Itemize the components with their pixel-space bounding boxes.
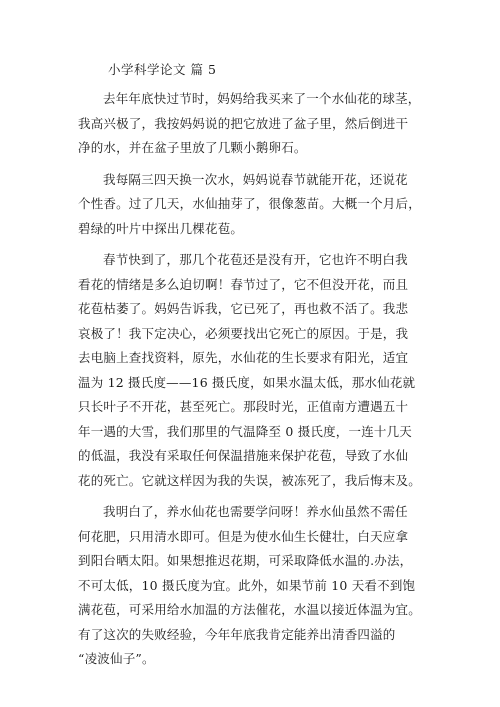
text-line: 个性香。过了几天，水仙抽芽了，很像葱苗。大概一个月后，	[78, 196, 421, 211]
text-line: 只长叶子不开花，甚至死亡。那段时光，正值南方遭遇五十	[78, 399, 409, 414]
paragraph-3	[78, 248, 438, 493]
document-page	[78, 60, 438, 672]
text-line: 看花的情绪是多么迫切啊！春节过了，它不但没开花，而且	[78, 276, 409, 292]
document-title: 小学科学论文 篇 5	[108, 62, 217, 77]
text-line: 温为 12 摄氏度——16 摄氏度，如果水温太低，那水仙花就	[78, 374, 416, 390]
paragraph-1	[78, 87, 438, 161]
text-line: 年一遇的大雪，我们那里的气温降至 0 摄氏度，一连十几天	[78, 423, 413, 439]
paragraph-4	[78, 500, 438, 672]
text-line: 碧绿的叶片中探出几棵花苞。	[78, 220, 244, 236]
text-line: 我高兴极了，我按妈妈说的把它放进了盆子里，然后倒进干	[78, 115, 409, 131]
text-line: 满花苞，可采用给水加温的方法催花，水温以接近体温为宜。	[78, 602, 421, 617]
text-line: 去电脑上查找资料，原先，水仙花的生长要求有阳光，适宜	[78, 350, 409, 365]
text-line: 净的水，并在盆子里放了几颗小鹅卵石。	[78, 140, 307, 155]
text-line: 花的死亡。它就这样因为我的失误，被冻死了，我后悔末及。	[78, 472, 421, 488]
text-line: 的低温，我没有采取任何保温措施来保护花苞，导致了水仙	[78, 448, 409, 463]
text-line: 何花肥，只用清水即可。但是为使水仙生长健壮，白天应拿	[78, 528, 409, 544]
text-line: 我明白了，养水仙花也需要学问呀！养水仙虽然不需任	[103, 504, 408, 519]
text-line: 到阳台晒太阳。如果想推迟花期，可采取降低水温的.办法，	[78, 553, 413, 568]
text-line: 花苞枯萎了。妈妈告诉我，它已死了，再也救不活了。我悲	[78, 301, 409, 316]
text-line: 我每隔三四天换一次水，妈妈说春节就能开花，还说花	[103, 171, 408, 187]
text-line: 春节快到了，那几个花苞还是没有开，它也许不明白我	[103, 252, 408, 267]
text-line: 有了这次的失败经验，今年年底我肯定能养出清香四溢的	[78, 626, 396, 642]
text-line: 去年年底快过节时，妈妈给我买来了一个水仙花的球茎，	[103, 91, 421, 106]
text-line: 哀极了！我下定决心，必须要找出它死亡的原因。于是，我	[78, 325, 409, 341]
text-line: “凌波仙子”。	[78, 651, 155, 666]
paragraph-2	[78, 168, 438, 242]
text-line: 不可太低，10 摄氏度为宜。此外，如果节前 10 天看不到饱	[78, 577, 416, 593]
